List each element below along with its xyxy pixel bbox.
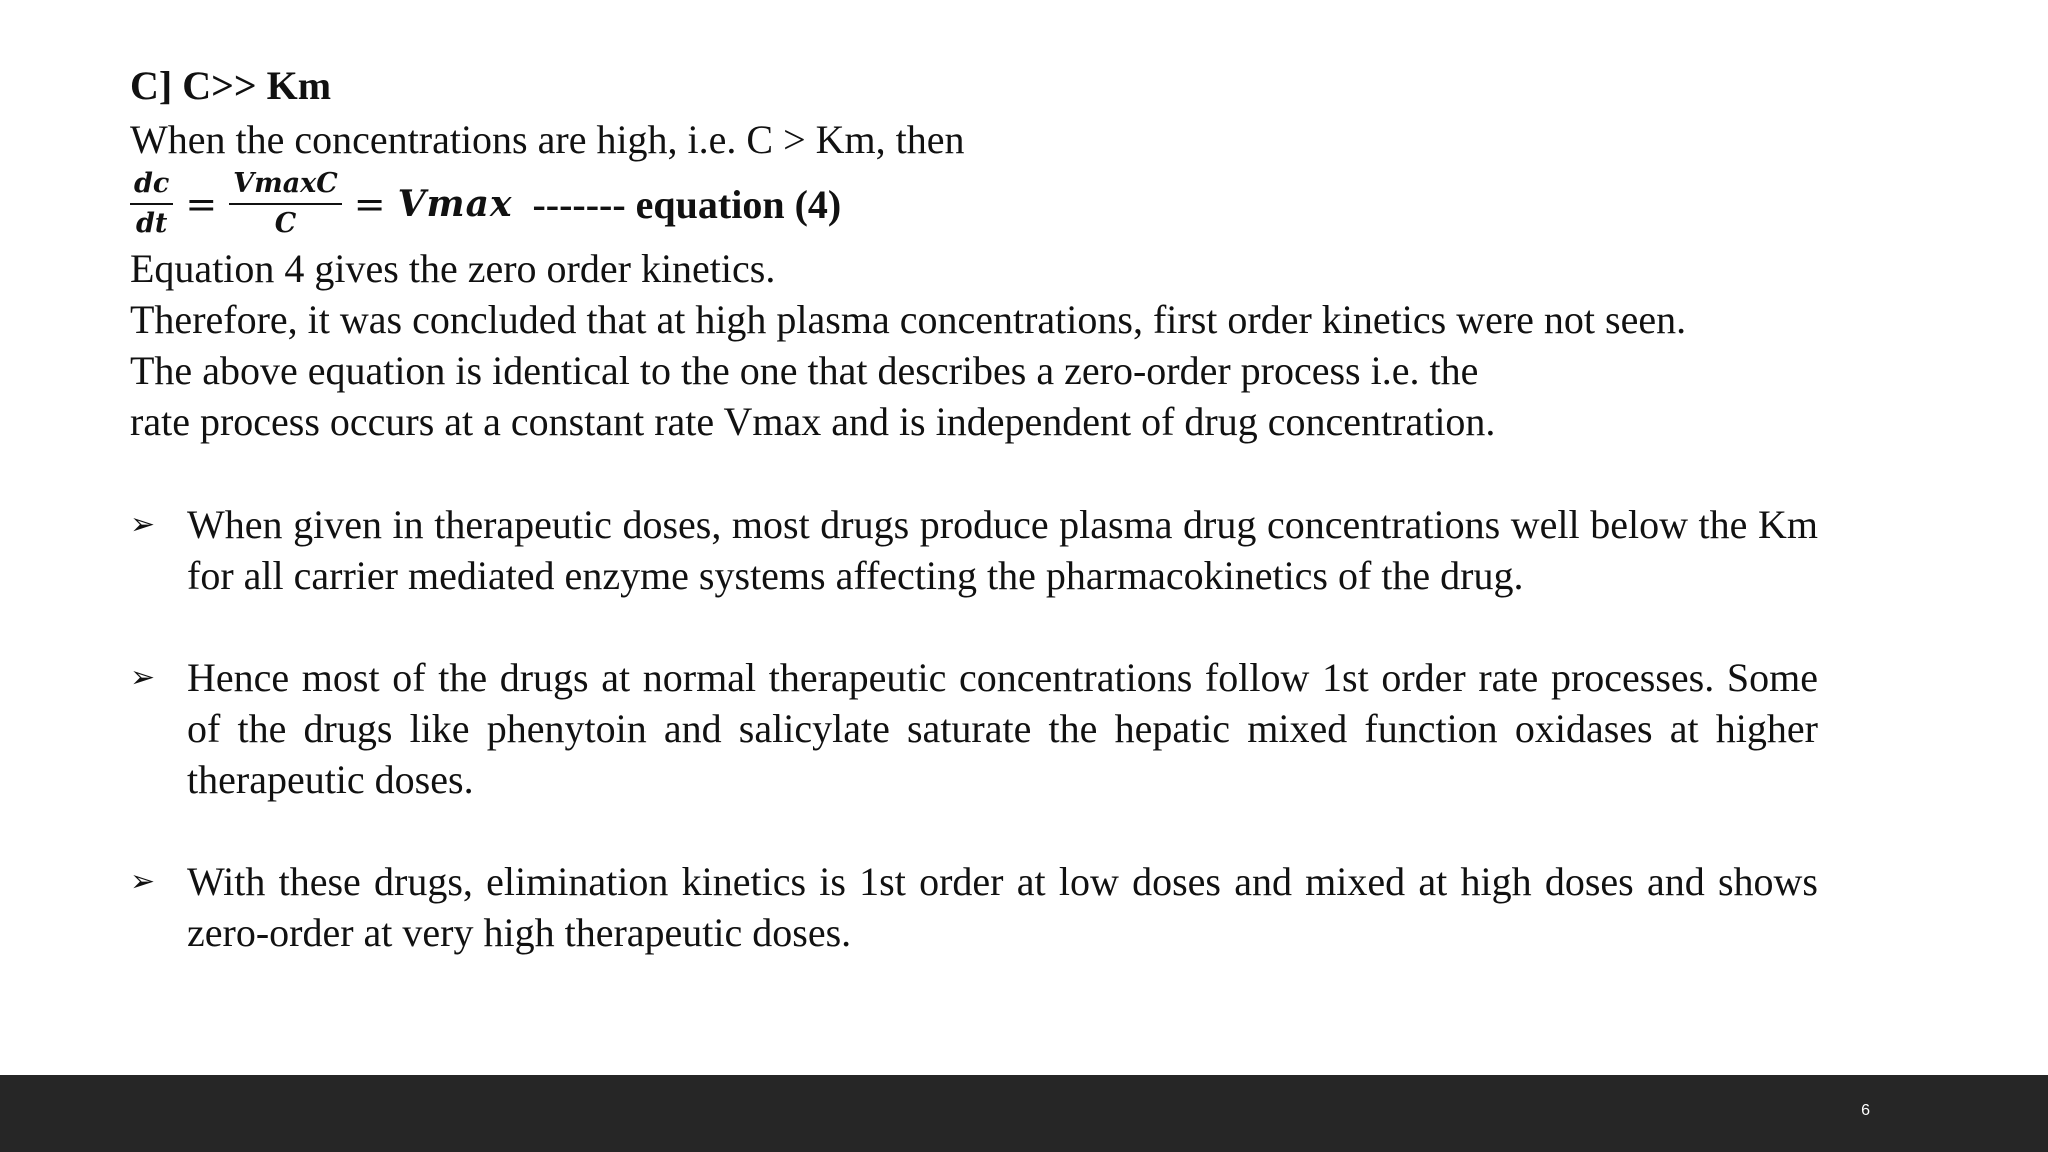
arrow-bullet-icon: ➢ bbox=[130, 507, 156, 542]
equation-4 bbox=[130, 165, 1820, 243]
equation-label: ------- equation (4) bbox=[532, 181, 842, 227]
bullet-text: With these drugs, elimination kinetics is 1st order at low doses and mixed at high doses and shows zero-order at very high therapeutic doses. bbox=[187, 859, 1818, 955]
arrow-bullet-icon: ➢ bbox=[130, 864, 156, 899]
fraction-denominator: dt bbox=[135, 208, 168, 239]
bullet-text: Hence most of the drugs at normal therapeutic concentrations follow 1st order rate processes. Some of the drugs like phenytoin and salicylate saturate the hepatic mixed function oxidases at higher therapeutic doses. bbox=[187, 655, 1818, 802]
fraction-numerator: dc bbox=[130, 167, 173, 205]
equals-sign: = bbox=[185, 182, 218, 226]
bullet-item bbox=[130, 499, 1818, 601]
paragraph-line: Equation 4 gives the zero order kinetics. bbox=[130, 246, 776, 291]
fraction-denominator: C bbox=[274, 208, 297, 239]
bullet-item bbox=[130, 856, 1818, 958]
arrow-bullet-icon: ➢ bbox=[130, 660, 156, 695]
page-number: 6 bbox=[1861, 1102, 1870, 1119]
bullet-item bbox=[130, 652, 1818, 805]
section-heading: C] C>> Km bbox=[130, 63, 332, 108]
equation-result-vmax: Vmax bbox=[397, 183, 513, 225]
slide-content bbox=[130, 58, 1820, 1009]
equals-sign: = bbox=[353, 182, 386, 226]
intro-line: When the concentrations are high, i.e. C > Km, then bbox=[130, 117, 965, 162]
bullet-text: When given in therapeutic doses, most drugs produce plasma drug concentrations well below the Km for all carrier mediated enzyme systems affecting the pharmacokinetics of the drug. bbox=[187, 502, 1818, 598]
fraction-vmaxc-c bbox=[229, 167, 342, 241]
bullet-list bbox=[130, 499, 1818, 958]
paragraph-line: rate process occurs at a constant rate Vmax and is independent of drug concentration. bbox=[130, 399, 1496, 444]
footer-bar bbox=[0, 1075, 2048, 1152]
paragraph-line: The above equation is identical to the one that describes a zero-order process i.e. the bbox=[130, 348, 1479, 393]
paragraph-line: Therefore, it was concluded that at high plasma concentrations, first order kinetics were not seen. bbox=[130, 297, 1687, 342]
fraction-dc-dt bbox=[130, 167, 173, 241]
fraction-numerator: VmaxC bbox=[229, 167, 342, 205]
